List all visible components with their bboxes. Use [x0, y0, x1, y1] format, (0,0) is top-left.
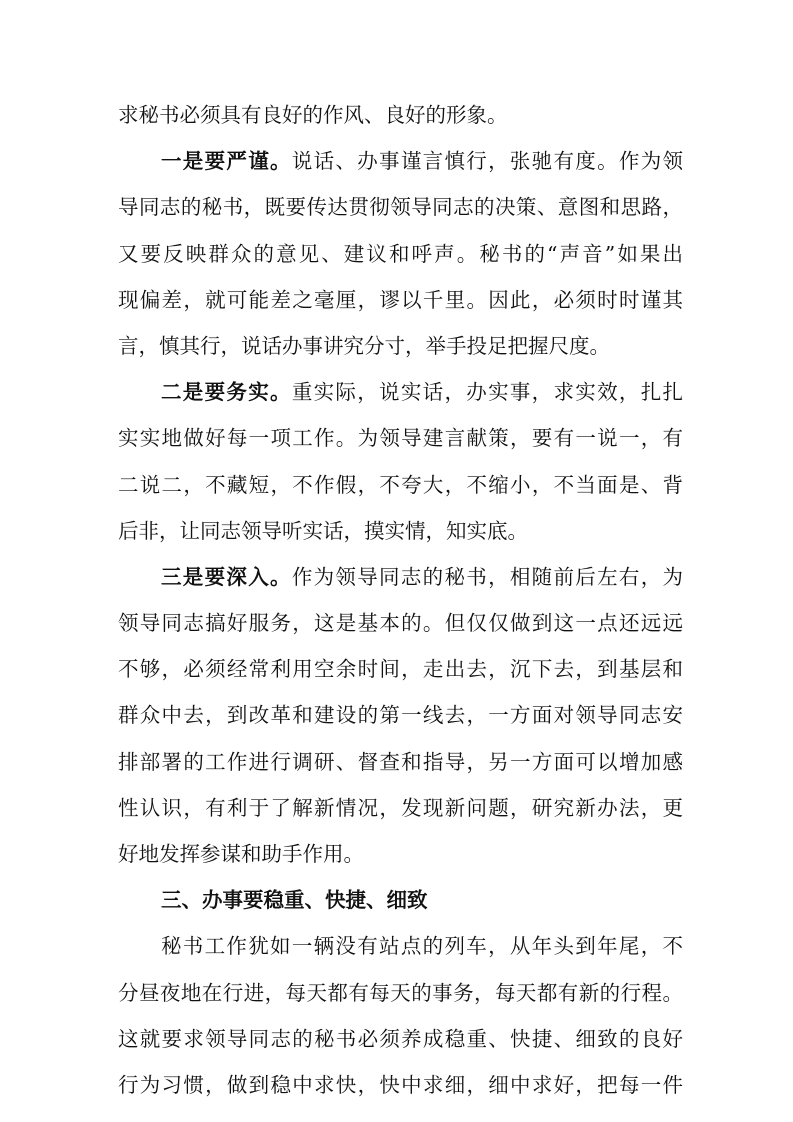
- paragraph-line: 分昼夜地在行进，每天都有每天的事务，每天都有新的行程。: [118, 980, 683, 1005]
- paragraph-line: [118, 138, 683, 184]
- paragraph-line: 秘书工作犹如一辆没有站点的列车，从年头到年尾，不: [161, 934, 683, 959]
- paragraph-line: 求秘书必须具有良好的作风、良好的形象。: [118, 103, 508, 127]
- section-heading: 三、办事要稳重、快捷、细致: [161, 888, 428, 913]
- line-text: 重实际，说实话，办实事，求实效，扎扎: [291, 380, 684, 405]
- lead-phrase: 三是要深入。: [161, 564, 292, 589]
- paragraph-line: 言，慎其行，说话办事讲究分寸，举手投足把握尺度。: [118, 333, 610, 358]
- paragraph-line: 现偏差，就可能差之毫厘，谬以千里。因此，必须时时谨其: [118, 287, 683, 312]
- paragraph-line: 导同志的秘书，既要传达贯彻领导同志的决策、意图和思路，: [118, 195, 683, 220]
- paragraph-line: 好地发挥参谋和助手作用。: [118, 842, 364, 866]
- document-body: [118, 92, 683, 1108]
- lead-phrase: 一是要严谨。: [161, 149, 292, 174]
- paragraph-line: 这就要求领导同志的秘书必须养成稳重、快捷、细致的良好: [118, 1026, 683, 1051]
- paragraph-line: [118, 554, 683, 600]
- paragraph-line: 排部署的工作进行调研、督查和指导，另一方面可以增加感: [118, 749, 683, 774]
- paragraph-line: [118, 369, 683, 415]
- paragraph-line: 后非，让同志领导听实话，摸实情，知实底。: [118, 518, 528, 543]
- paragraph-line: 领导同志搞好服务，这是基本的。但仅仅做到这一点还远远: [118, 611, 683, 636]
- lead-phrase: 二是要务实。: [161, 380, 292, 405]
- paragraph-line: 群众中去，到改革和建设的第一线去，一方面对领导同志安: [118, 703, 683, 728]
- paragraph-line: 又要反映群众的意见、建议和呼声。秘书的“声音”如果出: [118, 241, 683, 266]
- line-text: 说话、办事谨言慎行，张驰有度。作为领: [291, 149, 684, 174]
- paragraph-line: 性认识，有利于了解新情况，发现新问题，研究新办法，更: [118, 795, 683, 820]
- paragraph-line: 不够，必须经常利用空余时间，走出去，沉下去，到基层和: [118, 657, 683, 682]
- line-text: 作为领导同志的秘书，相随前后左右，为: [291, 564, 684, 589]
- paragraph-line: 行为习惯，做到稳中求快，快中求细，细中求好，把每一件: [118, 1072, 683, 1097]
- paragraph-line: 二说二，不藏短，不作假，不夸大，不缩小，不当面是、背: [118, 472, 683, 497]
- paragraph-line: 实实地做好每一项工作。为领导建言献策，要有一说一，有: [118, 426, 683, 451]
